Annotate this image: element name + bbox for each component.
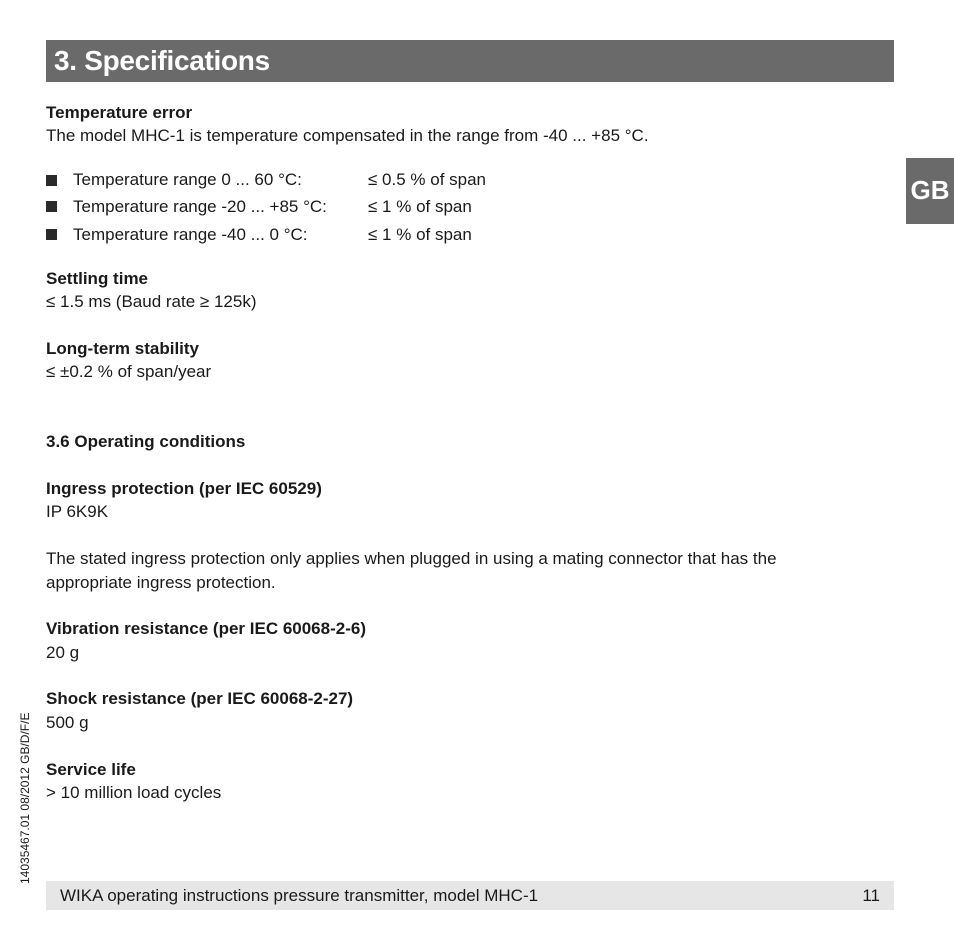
settling-time-heading: Settling time xyxy=(46,269,149,288)
vibration-resistance-value: 20 g xyxy=(46,643,80,662)
temperature-range-label: Temperature range 0 ... 60 °C: xyxy=(73,170,302,189)
long-term-stability-heading: Long-term stability xyxy=(46,339,200,358)
temperature-error-heading: Temperature error xyxy=(46,103,193,122)
footer-bar xyxy=(46,881,894,910)
service-life-heading: Service life xyxy=(46,760,136,779)
bullet-square-icon xyxy=(46,201,57,212)
ingress-protection-heading: Ingress protection (per IEC 60529) xyxy=(46,479,322,498)
operating-conditions-heading: 3.6 Operating conditions xyxy=(46,432,246,451)
bullet-square-icon xyxy=(46,229,57,240)
ingress-protection-value: IP 6K9K xyxy=(46,502,109,521)
ingress-protection-note-line-2: appropriate ingress protection. xyxy=(46,573,276,592)
settling-time-value: ≤ 1.5 ms (Baud rate ≥ 125k) xyxy=(46,292,257,311)
temperature-range-value: ≤ 1 % of span xyxy=(368,225,472,244)
temperature-error-text: The model MHC-1 is temperature compensated in the range from -40 ... +85 °C. xyxy=(46,126,649,145)
temperature-range-label: Temperature range -20 ... +85 °C: xyxy=(73,197,327,216)
page-number: 11 xyxy=(862,886,880,905)
footer-text: WIKA operating instructions pressure transmitter, model MHC-1 xyxy=(60,886,539,905)
ingress-protection-note-line-1: The stated ingress protection only applies when plugged in using a mating connector that has the xyxy=(46,549,777,568)
service-life-value: > 10 million load cycles xyxy=(46,783,222,802)
temperature-range-value: ≤ 0.5 % of span xyxy=(368,170,487,189)
shock-resistance-value: 500 g xyxy=(46,713,89,732)
document-code: 14035467.01 08/2012 GB/D/F/E xyxy=(18,712,32,884)
shock-resistance-heading: Shock resistance (per IEC 60068-2-27) xyxy=(46,689,354,708)
language-tab xyxy=(906,158,954,224)
page-title: 3. Specifications xyxy=(54,45,270,76)
section-header-bar xyxy=(46,40,894,82)
language-tab-label: GB xyxy=(910,175,950,205)
bullet-square-icon xyxy=(46,175,57,186)
temperature-range-label: Temperature range -40 ... 0 °C: xyxy=(73,225,308,244)
vibration-resistance-heading: Vibration resistance (per IEC 60068-2-6) xyxy=(46,619,366,638)
temperature-range-value: ≤ 1 % of span xyxy=(368,197,472,216)
long-term-stability-value: ≤ ±0.2 % of span/year xyxy=(46,362,212,381)
